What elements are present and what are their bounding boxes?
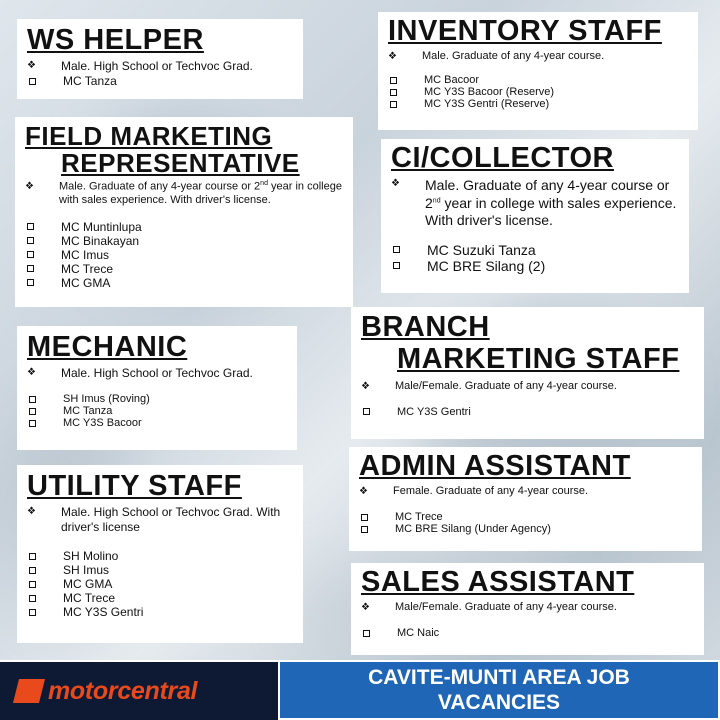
- job-card-branch-marketing-staff: [351, 307, 704, 439]
- square-bullet-icon: [361, 526, 368, 533]
- location-item: MC Y3S Gentri (Reserve): [388, 98, 688, 110]
- square-bullet-icon: [393, 262, 400, 269]
- square-bullet-icon: [27, 237, 34, 244]
- location-item: MC GMA: [27, 577, 293, 591]
- requirement: ❖ Male. High School or Techvoc Grad.: [27, 366, 253, 381]
- job-title: WS HELPER: [27, 24, 204, 56]
- location-item: SH Molino: [27, 549, 293, 563]
- square-bullet-icon: [29, 567, 36, 574]
- square-bullet-icon: [27, 223, 34, 230]
- location-item: MC Trece: [359, 511, 692, 523]
- location-item: MC BRE Silang (2): [391, 258, 679, 274]
- banner-line-2: VACANCIES: [437, 691, 561, 714]
- location-item: MC Tanza: [27, 405, 287, 417]
- square-bullet-icon: [27, 251, 34, 258]
- job-title: FIELD MARKETING REPRESENTATIVE: [25, 121, 300, 179]
- square-bullet-icon: [390, 101, 397, 108]
- location-item: MC Y3S Bacoor (Reserve): [388, 86, 688, 98]
- square-bullet-icon: [29, 595, 36, 602]
- job-title: SALES ASSISTANT: [361, 566, 635, 598]
- square-bullet-icon: [29, 396, 36, 403]
- square-bullet-icon: [390, 77, 397, 84]
- job-title: CI/COLLECTOR: [391, 142, 614, 174]
- square-bullet-icon: [29, 420, 36, 427]
- location-item: MC Trece: [25, 262, 343, 276]
- job-card-ci-collector: [381, 139, 689, 293]
- requirement: ❖ Male. Graduate of any 4-year course or 2nd year in college with sales experience. With driver's license.: [25, 179, 342, 206]
- diamond-bullet-icon: ❖: [359, 486, 368, 498]
- job-title: UTILITY STAFF: [27, 470, 242, 502]
- diamond-bullet-icon: ❖: [27, 506, 36, 518]
- diamond-bullet-icon: ❖: [27, 367, 36, 379]
- diamond-bullet-icon: ❖: [391, 178, 400, 190]
- location-item: MC Y3S Bacoor: [27, 417, 287, 429]
- logo-icon: [13, 679, 45, 703]
- square-bullet-icon: [393, 246, 400, 253]
- location-item: MC Binakayan: [25, 234, 343, 248]
- location-item: MC Naic: [361, 627, 694, 639]
- square-bullet-icon: [29, 78, 36, 85]
- job-card-inventory-staff: [378, 12, 698, 130]
- job-title: INVENTORY STAFF: [388, 15, 662, 47]
- area-banner: [278, 660, 720, 720]
- location-item: MC Bacoor: [388, 74, 688, 86]
- job-card-admin-assistant: [349, 447, 702, 551]
- diamond-bullet-icon: ❖: [361, 602, 370, 614]
- square-bullet-icon: [363, 630, 370, 637]
- job-card-sales-assistant: [351, 563, 704, 655]
- location-item: MC Imus: [25, 248, 343, 262]
- brand-name: motorcentral: [48, 676, 198, 705]
- requirement: ❖ Male. High School or Techvoc Grad. With driver's license: [27, 505, 281, 535]
- requirement: ❖ Male. Graduate of any 4-year course or 2nd year in college with sales experience. With driver's license.: [391, 177, 677, 229]
- banner-line-1: CAVITE-MUNTI AREA JOB: [368, 665, 630, 689]
- location-item: MC Tanza: [27, 74, 293, 88]
- location-item: MC Trece: [27, 591, 293, 605]
- location-item: MC Y3S Gentri: [27, 605, 293, 619]
- location-item: MC Muntinlupa: [25, 220, 343, 234]
- square-bullet-icon: [29, 609, 36, 616]
- job-title: MECHANIC: [27, 331, 188, 363]
- brand-logo: [0, 660, 278, 720]
- job-card-utility-staff: [17, 465, 303, 643]
- requirement: ❖ Male. High School or Techvoc Grad.: [27, 59, 253, 74]
- requirement: ❖ Male/Female. Graduate of any 4-year course.: [361, 601, 617, 614]
- diamond-bullet-icon: ❖: [361, 380, 370, 392]
- location-item: SH Imus: [27, 563, 293, 577]
- job-title: ADMIN ASSISTANT: [359, 450, 631, 482]
- diamond-bullet-icon: ❖: [27, 60, 36, 72]
- location-item: SH Imus (Roving): [27, 393, 287, 405]
- diamond-bullet-icon: ❖: [25, 180, 34, 192]
- job-title: BRANCH MARKETING STAFF: [361, 311, 680, 376]
- requirement: ❖ Female. Graduate of any 4-year course.: [359, 485, 589, 498]
- square-bullet-icon: [27, 265, 34, 272]
- diamond-bullet-icon: ❖: [388, 51, 397, 63]
- location-item: MC Suzuki Tanza: [391, 242, 679, 258]
- square-bullet-icon: [390, 89, 397, 96]
- square-bullet-icon: [29, 553, 36, 560]
- requirement: ❖ Male/Female. Graduate of any 4-year course.: [361, 379, 617, 392]
- square-bullet-icon: [29, 408, 36, 415]
- square-bullet-icon: [363, 408, 370, 415]
- job-card-field-marketing-representative: [15, 117, 353, 307]
- square-bullet-icon: [29, 581, 36, 588]
- location-item: MC GMA: [25, 276, 343, 290]
- requirement: ❖ Male. Graduate of any 4-year course.: [388, 50, 605, 63]
- footer: [0, 660, 720, 720]
- square-bullet-icon: [27, 279, 34, 286]
- square-bullet-icon: [361, 514, 368, 521]
- location-item: MC BRE Silang (Under Agency): [359, 523, 692, 535]
- job-card-ws-helper: [17, 19, 303, 99]
- location-item: MC Y3S Gentri: [361, 406, 694, 418]
- job-card-mechanic: [17, 326, 297, 450]
